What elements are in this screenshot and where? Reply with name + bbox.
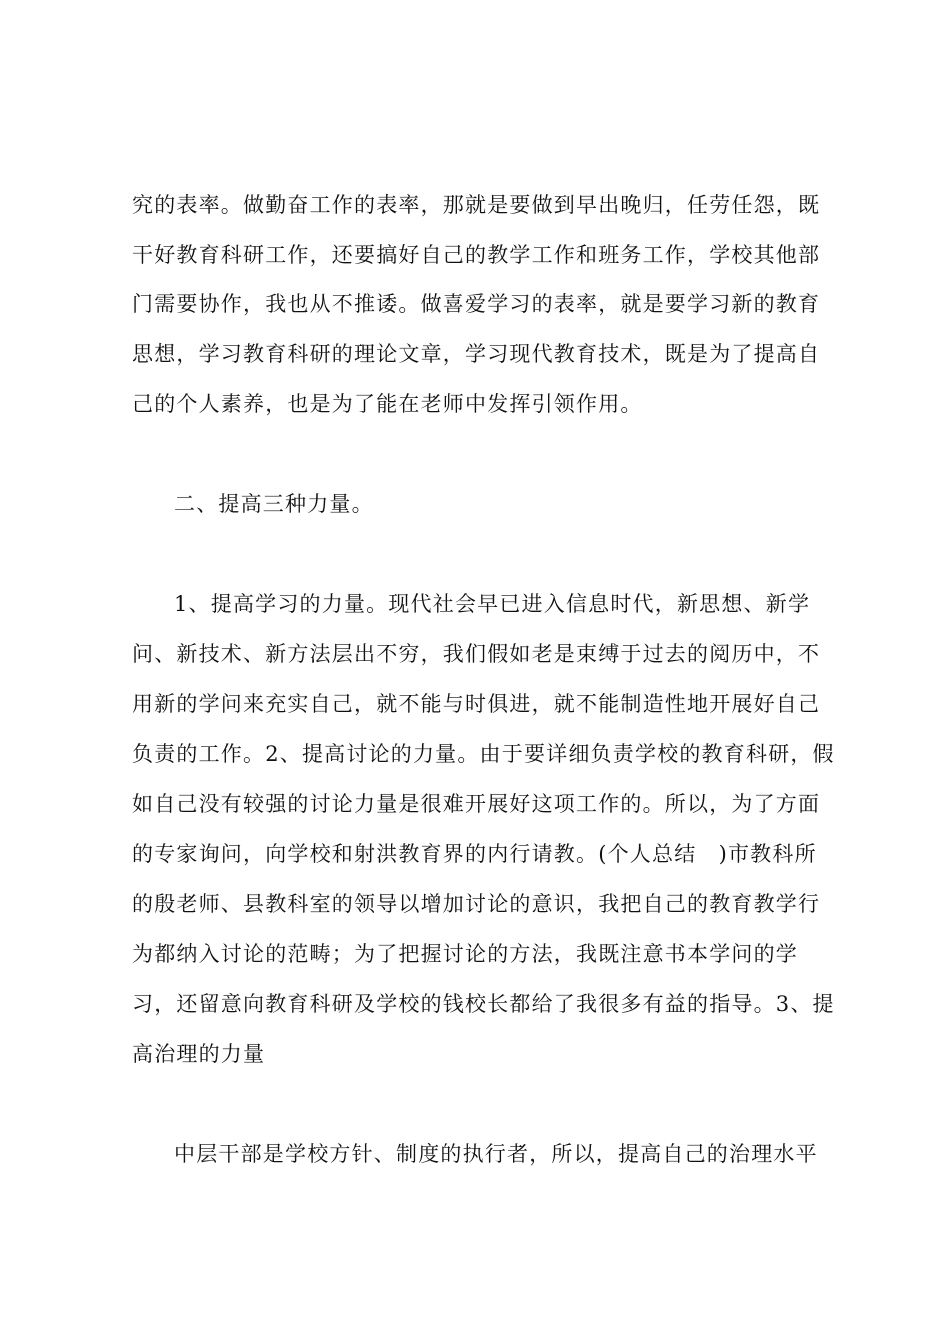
section-heading: 二、提高三种力量。 [174,492,374,516]
paragraph-line: 问、新技术、新方法层出不穷，我们假如老是束缚于过去的阅历中，不 [132,642,821,666]
paragraph-line: 1、提高学习的力量。现代社会早已进入信息时代，新思想、新学 [174,592,811,616]
paragraph-line: 干好教育科研工作，还要搞好自己的教学工作和班务工作，学校其他部 [132,243,821,267]
paragraph-line: 负责的工作。2、提高讨论的力量。由于要详细负责学校的教育科研，假 [132,742,835,766]
paragraph-line: 门需要协作，我也从不推诿。做喜爱学习的表率，就是要学习新的教育 [132,292,821,316]
paragraph-line: 究的表率。做勤奋工作的表率，那就是要做到早出晚归，任劳任怨，既 [132,193,821,217]
paragraph-line: 的专家询问，向学校和射洪教育界的内行请教。(个人总结 )市教科所 [132,842,817,866]
paragraph-line: 思想，学习教育科研的理论文章，学习现代教育技术，既是为了提高自 [132,342,821,366]
paragraph-line: 习，还留意向教育科研及学校的钱校长都给了我很多有益的指导。3、提 [132,992,835,1016]
paragraph-line: 为都纳入讨论的范畴；为了把握讨论的方法，我既注意书本学问的学 [132,942,798,966]
paragraph-line: 中层干部是学校方针、制度的执行者，所以，提高自己的治理水平 [174,1142,818,1166]
paragraph-line: 的殷老师、县教科室的领导以增加讨论的意识，我把自己的教育教学行 [132,892,821,916]
paragraph-line: 己的个人素养，也是为了能在老师中发挥引领作用。 [132,392,643,416]
paragraph-line: 用新的学问来充实自己，就不能与时俱进，就不能制造性地开展好自己 [132,692,821,716]
paragraph-line: 如自己没有较强的讨论力量是很难开展好这项工作的。所以，为了方面 [132,792,821,816]
paragraph-line: 高治理的力量 [132,1042,266,1066]
